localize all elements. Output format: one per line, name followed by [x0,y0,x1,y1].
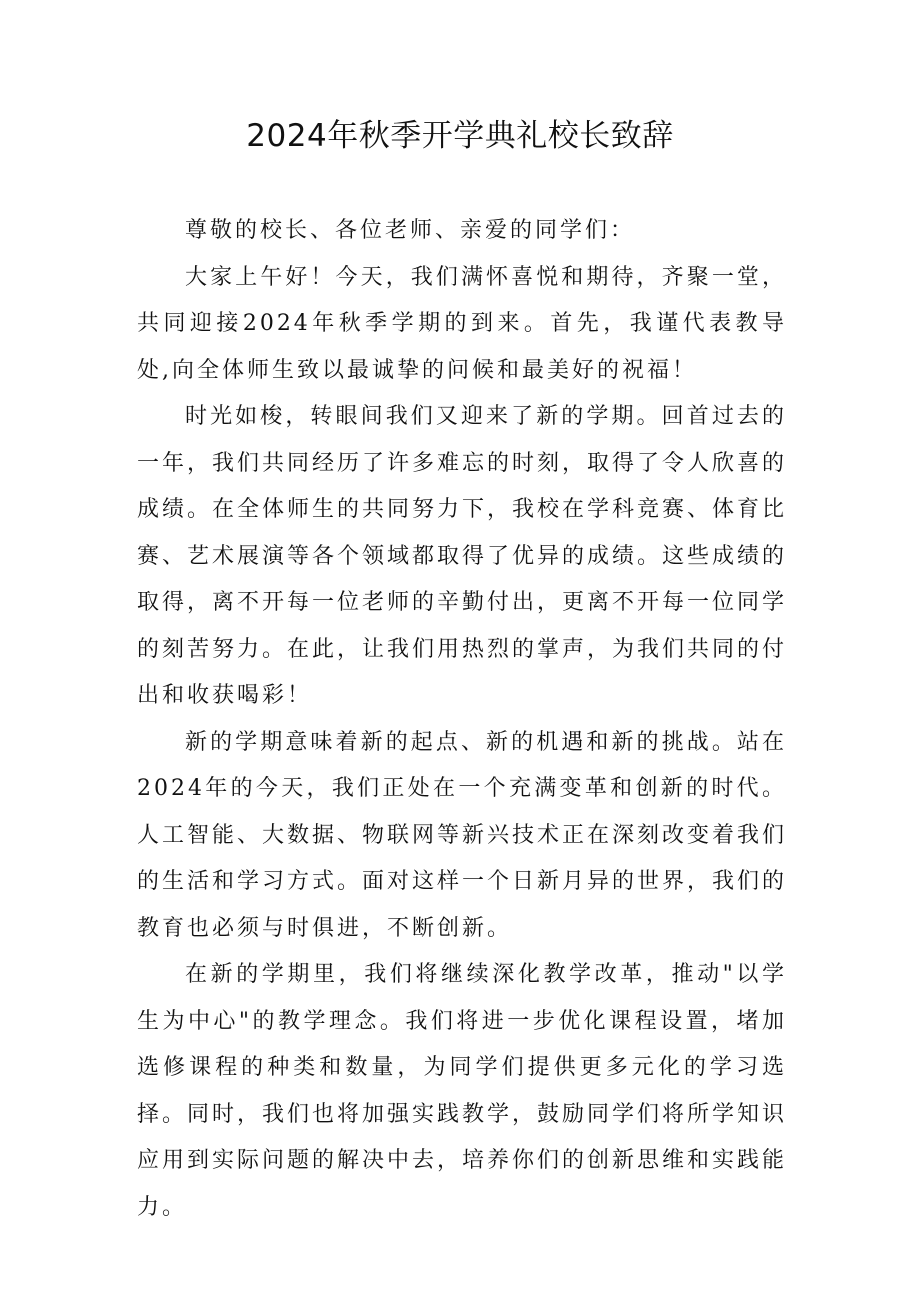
review-paragraph: 时光如梭，转眼间我们又迎来了新的学期。回首过去的一年，我们共同经历了许多难忘的时刻，取得了令人欣喜的成绩。在全体师生的共同努力下，我校在学科竞赛、体育比赛、艺术展演等各个领域都取得了优异的成绩。这些成绩的取得，离不开每一位老师的辛勤付出，更离不开每一位同学的刻苦努力。在此，让我们用热烈的掌声，为我们共同的付出和收获喝彩！ [137,404,788,708]
document-title: 2024年秋季开学典礼校长致辞 [246,118,674,154]
new-semester-paragraph: 新的学期意味着新的起点、新的机遇和新的挑战。站在2024年的今天，我们正处在一个充满变革和创新的时代。人工智能、大数据、物联网等新兴技术正在深刻改变着我们的生活和学习方式。面对这样一个日新月异的世界，我们的教育也必须与时俱进，不断创新。 [137,729,788,941]
greeting-paragraph: 尊敬的校长、各位老师、亲爱的同学们： [185,218,636,243]
opening-paragraph: 大家上午好！今天，我们满怀喜悦和期待，齐聚一堂，共同迎接2024年秋季学期的到来。首先，我谨代表教导处,向全体师生致以最诚挚的问候和最美好的祝福！ [137,264,787,383]
reform-paragraph: 在新的学期里，我们将继续深化教学改革，推动"以学生为中心"的教学理念。我们将进一步优化课程设置，堵加选修课程的种类和数量，为同学们提供更多元化的学习选择。同时，我们也将加强实践教学，鼓励同学们将所学知识应用到实际问题的解决中去，培养你们的创新思维和实践能力。 [137,962,788,1220]
document-body [137,208,787,1231]
